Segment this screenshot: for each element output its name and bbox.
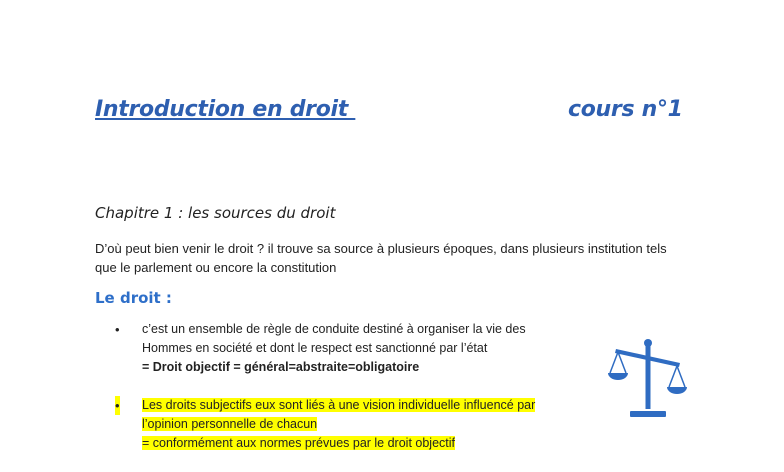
scales-of-justice-icon: [608, 337, 688, 421]
bullet-2-line-1: Les droits subjectifs eux sont liés à une vision individuelle influencé par: [142, 398, 536, 412]
bullet-icon: •: [115, 398, 120, 413]
course-number: cours n°1: [568, 97, 683, 122]
bullet-icon: •: [115, 322, 120, 337]
bullet-1-line-2: Hommes en société et dont le respect est sanctionné par l’état: [142, 341, 488, 355]
bullet-2-line-3: = conformément aux normes prévues par le droit objectif: [142, 436, 456, 450]
intro-line-1: D’où peut bien venir le droit ? il trouve sa source à plusieurs époques, dans plusieurs institution tels: [95, 241, 667, 256]
bullet-2-line-2: l’opinion personnelle de chacun: [142, 417, 318, 431]
document-title: Introduction en droit: [95, 97, 356, 122]
bullet-list: [115, 320, 575, 472]
list-item: [115, 320, 575, 377]
section-heading: Le droit :: [95, 289, 172, 307]
intro-paragraph: [95, 239, 695, 277]
chapter-heading: Chapitre 1 : les sources du droit: [95, 204, 336, 222]
bullet-1-definition: = Droit objectif = général=abstraite=obligatoire: [142, 360, 420, 374]
bullet-1-line-1: c’est un ensemble de règle de conduite destiné à organiser la vie des: [142, 322, 526, 336]
intro-line-2: que le parlement ou encore la constitution: [95, 260, 337, 275]
list-item: [115, 396, 575, 453]
